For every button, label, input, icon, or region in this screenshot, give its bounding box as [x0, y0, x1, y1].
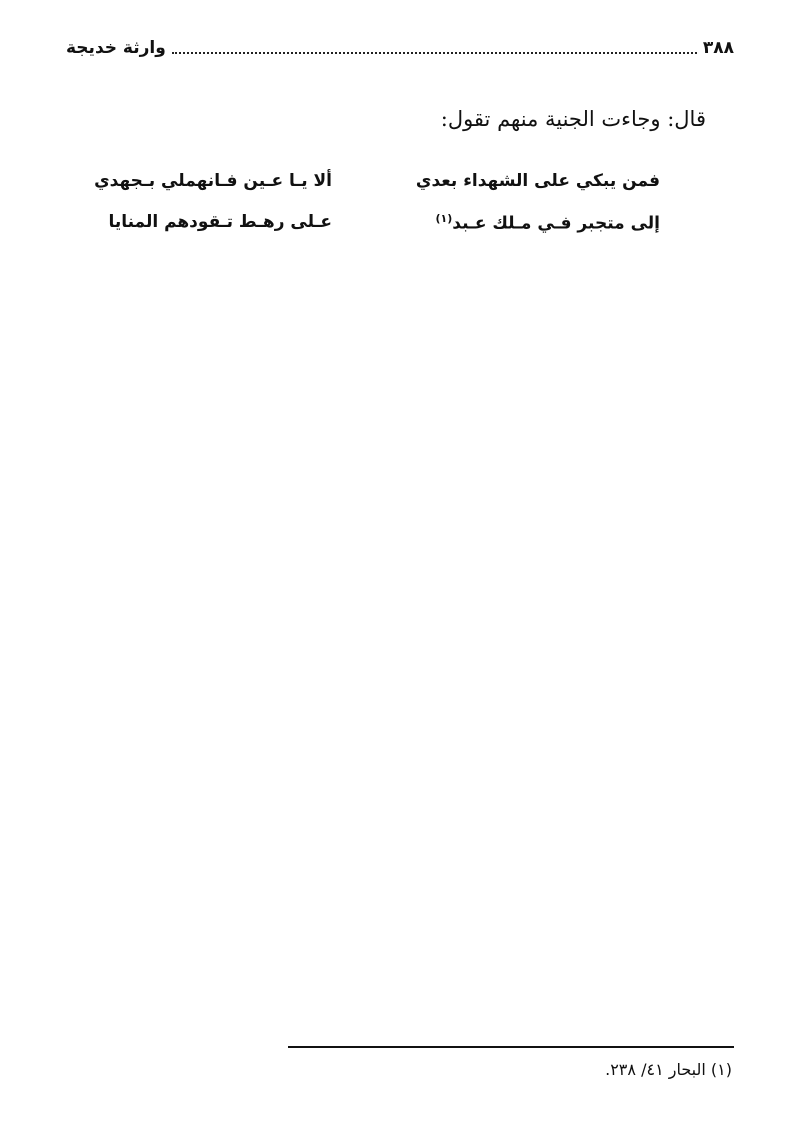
- intro-line: قال: وجاءت الجنية منهم تقول:: [440, 107, 706, 131]
- poem-verse-1-second-hemistich: فمن يبكي على الشهداء بعدي: [415, 171, 660, 191]
- poem-verse-1-first-hemistich: ألا يـا عـين فـانهملي بـجهدي: [94, 171, 332, 191]
- header-leader-dots: [172, 42, 697, 54]
- running-title: وارثة خديجة: [66, 38, 166, 58]
- footnote-marker: (١): [435, 212, 453, 225]
- page-number: ٣٨٨: [702, 38, 734, 58]
- poem-verse-2-second-hemistich: [435, 212, 660, 234]
- poem-verse-2-first-hemistich: عـلى رهـط تـقودهم المنايا: [108, 212, 332, 232]
- footnote-separator: [288, 1046, 734, 1048]
- verse-text: إلى متجبر فـي مـلك عـبد: [452, 213, 660, 234]
- footnote: (١) البحار ٤١/ ٢٣٨.: [605, 1060, 732, 1079]
- page-header: [66, 36, 734, 60]
